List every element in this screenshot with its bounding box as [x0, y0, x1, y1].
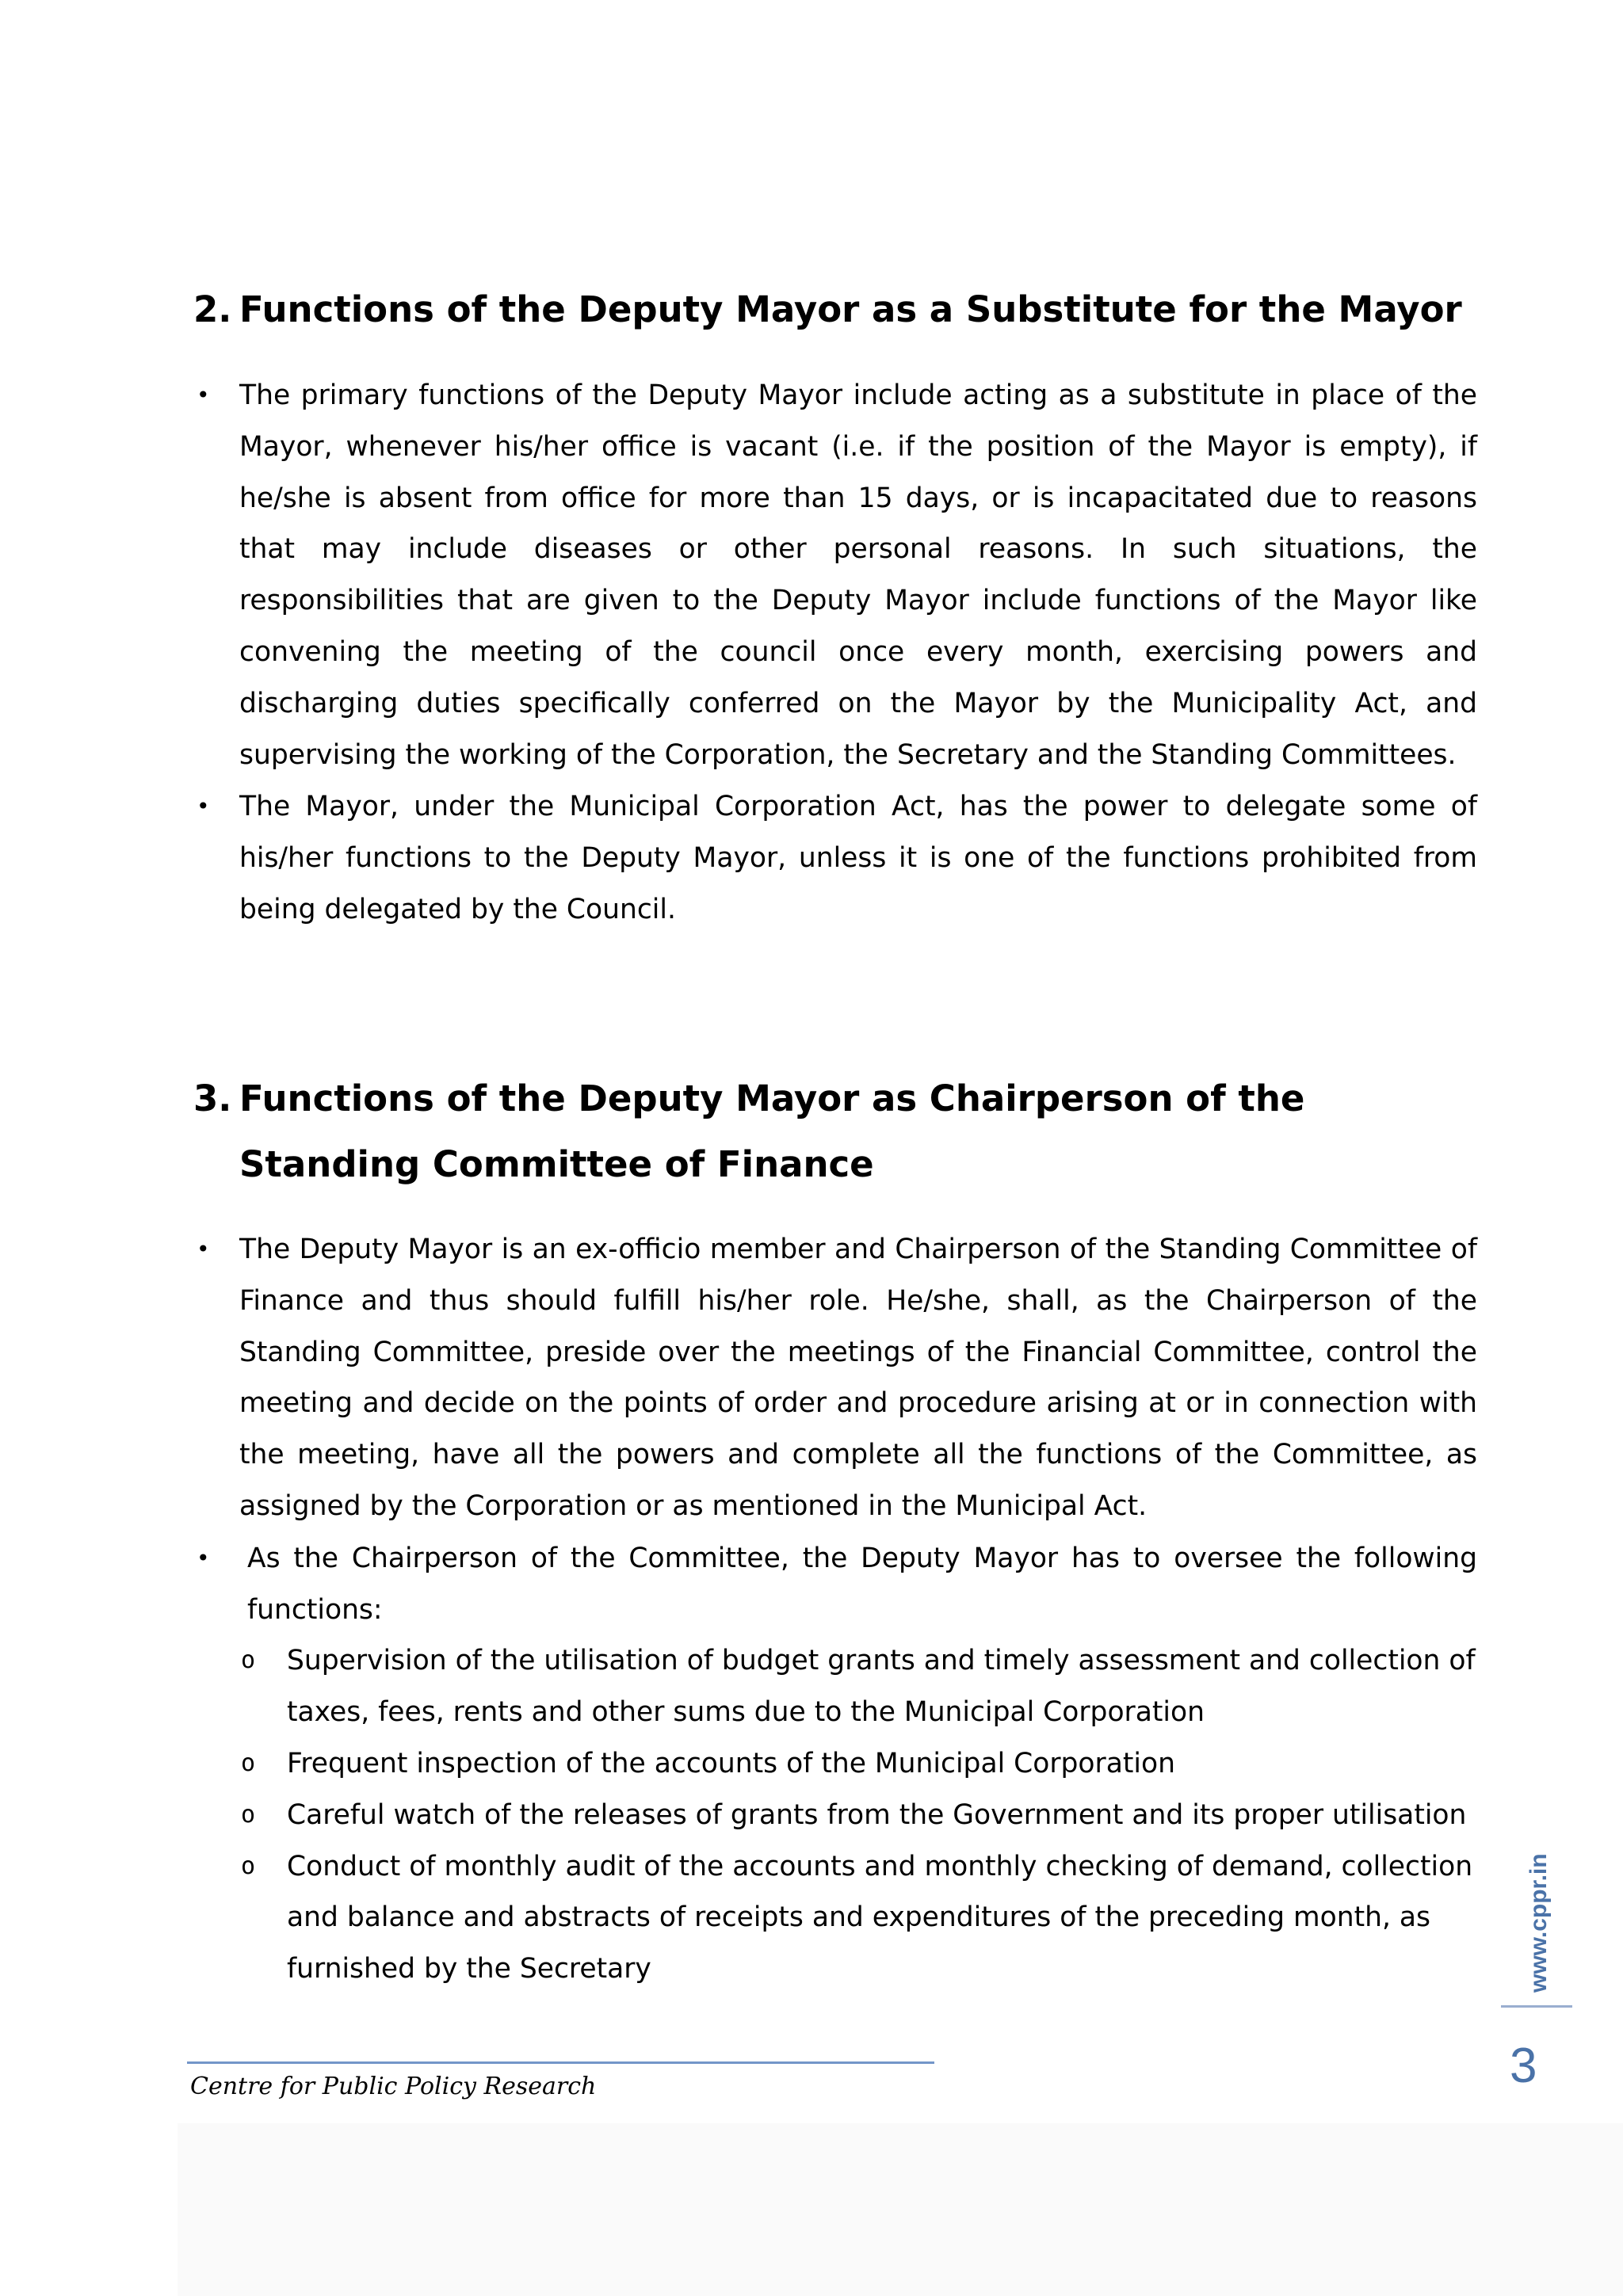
section-3-sub-list: [239, 1635, 1477, 1995]
sub-bullet-1: [239, 1635, 1477, 1738]
section-3-bullet-list: [193, 1224, 1477, 1995]
bullet-text: The Deputy Mayor is an ex-officio member and Chairperson of the Standing Committee of Finance and thus should fulfill his/her role. He/she, shall, as the Chairperson of the Standing Committee, preside over the meetings of the Financial Committee, control the meeting and decide on the points of order and procedure arising at or in connection with the meeting, have all the powers and complete all the functions of the Committee, as assigned by the Corporation or as mentioned in the Municipal Act.: [239, 1234, 1477, 1522]
page-number-rule: [1501, 2005, 1572, 2008]
circle-bullet-icon: o: [241, 1852, 256, 1880]
bullet-text: As the Chairperson of the Committee, the Deputy Mayor has to oversee the following functions:: [247, 1542, 1477, 1626]
footer-organization: Centre for Public Policy Research: [190, 2073, 597, 2100]
bullet-text: The primary functions of the Deputy Mayor include acting as a substitute in place of the Mayor, whenever his/her office is vacant (i.e. if the position of the Mayor is empty), if he/she is absent from office for more than 15 days, or is incapacitated due to reasons that may include diseases or other personal reasons. In such situations, the responsibilities that are given to the Deputy Mayor include functions of the Mayor like convening the meeting of the council once every month, exercising powers and discharging duties specifically conferred on the Mayor by the Municipality Act, and supervising the working of the Corporation, the Secretary and the Standing Committees.: [239, 379, 1477, 771]
section-2: [193, 277, 1477, 936]
website-link[interactable]: www.cppr.in: [1526, 1853, 1552, 1993]
circle-bullet-icon: o: [241, 1800, 256, 1829]
bullet-dot-icon: •: [197, 1544, 210, 1571]
sub-bullet-text: Supervision of the utilisation of budget grants and timely assessment and collection of taxes, fees, rents and other sums due to the Municipal Corporation: [287, 1645, 1476, 1729]
sub-bullet-text: Frequent inspection of the accounts of the Municipal Corporation: [287, 1747, 1175, 1779]
section-3-title: Functions of the Deputy Mayor as Chairperson of the Standing Committee of Finance: [239, 1077, 1305, 1185]
section-2-bullet-1: [193, 370, 1477, 780]
sub-bullet-text: Conduct of monthly audit of the accounts and monthly checking of demand, collection and balance and abstracts of receipts and expenditures of the preceding month, as furnished by the Secretary: [287, 1850, 1473, 1985]
section-2-number: 2.: [193, 288, 232, 330]
section-3-heading: [193, 1066, 1477, 1197]
footer-divider: [187, 2061, 934, 2064]
sub-bullet-3: [239, 1790, 1477, 1841]
section-2-bullet-list: [193, 370, 1477, 936]
bullet-text: The Mayor, under the Municipal Corporation Act, has the power to delegate some of his/her functions to the Deputy Mayor, unless it is one of the functions prohibited from being delegated by the Council.: [239, 791, 1477, 925]
circle-bullet-icon: o: [241, 1646, 256, 1675]
section-2-heading: [193, 277, 1477, 342]
section-3-number: 3.: [193, 1077, 232, 1119]
section-3-bullet-2: [193, 1533, 1477, 1995]
section-3: [193, 1066, 1477, 1995]
section-2-title: Functions of the Deputy Mayor as a Substitute for the Mayor: [239, 288, 1462, 330]
section-3-bullet-1: [193, 1224, 1477, 1532]
section-2-bullet-2: [193, 781, 1477, 935]
circle-bullet-icon: o: [241, 1749, 256, 1777]
sub-bullet-2: [239, 1738, 1477, 1790]
page-number: 3: [1510, 2039, 1537, 2093]
bullet-dot-icon: •: [197, 382, 210, 408]
bullet-dot-icon: •: [197, 793, 210, 820]
sub-bullet-text: Careful watch of the releases of grants from the Government and its proper utilisation: [287, 1798, 1467, 1831]
bullet-dot-icon: •: [197, 1236, 210, 1262]
footer-background: [178, 2123, 1623, 2296]
sub-bullet-4: [239, 1841, 1477, 1995]
